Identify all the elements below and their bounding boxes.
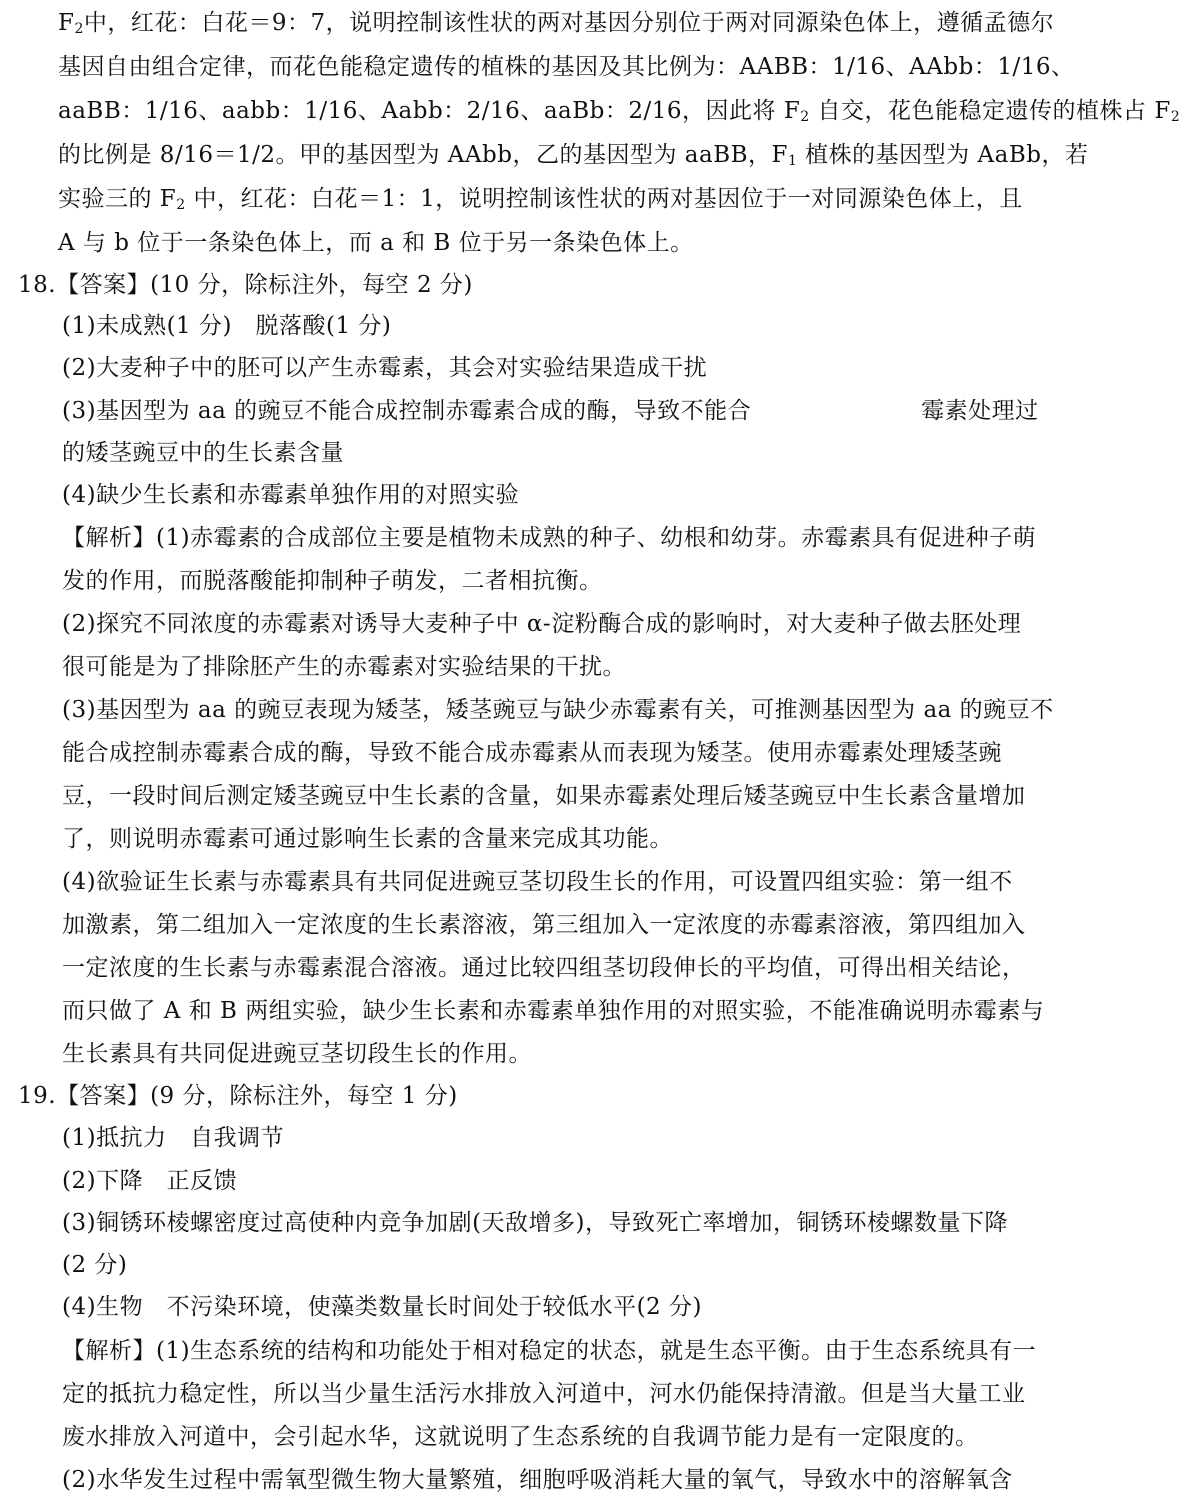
- text-line: [62, 646, 626, 688]
- text-run: 19.【答案】(9 分，除标注外，每空 1 分): [18, 1083, 458, 1109]
- text-run: (2)大麦种子中的胚可以产生赤霉素，其会对实验结果造成干扰: [62, 355, 708, 381]
- analysis-paragraph: [62, 689, 1054, 731]
- text-line: [62, 560, 603, 602]
- text-run: 豆，一段时间后测定矮茎豌豆中生长素的含量，如果赤霉素处理后矮茎豌豆中生长素含量增加: [62, 783, 1026, 809]
- text-line: [62, 1373, 1026, 1415]
- text-run: (2)水华发生过程中需氧型微生物大量繁殖，细胞呼吸消耗大量的氧气，导致水中的溶解氧含: [62, 1467, 1013, 1493]
- answer-item: [62, 1286, 702, 1328]
- text-run: (3)基因型为 aa 的豌豆不能合成控制赤霉素合成的酶，导致不能合: [62, 398, 752, 424]
- text-run: 中，红花：白花＝9：7，说明控制该性状的两对基因分别位于两对同源染色体上，遵循孟德尔: [83, 10, 1055, 36]
- text-run: 而只做了 A 和 B 两组实验，缺少生长素和赤霉素单独作用的对照实验，不能准确说明赤霉素与: [62, 998, 1045, 1024]
- text-line: [62, 775, 1026, 817]
- text-run: 基因自由组合定律，而花色能稳定遗传的植株的基因及其比例为：AABB：1/16、AAbb：1/16、: [58, 54, 1075, 80]
- text-run: 18.【答案】(10 分，除标注外，每空 2 分): [18, 272, 473, 298]
- text-line: [62, 818, 673, 860]
- text-run: 很可能是为了排除胚产生的赤霉素对实验结果的干扰。: [62, 654, 626, 680]
- answer-heading-19: [18, 1075, 458, 1117]
- subscript: 2: [800, 109, 810, 125]
- text-run: 【解析】(1)赤霉素的合成部位主要是植物未成熟的种子、幼根和幼芽。赤霉素具有促进种子萌: [62, 525, 1037, 551]
- text-line: [62, 432, 344, 474]
- text-run: 【解析】(1)生态系统的结构和功能处于相对稳定的状态，就是生态平衡。由于生态系统具有一: [62, 1338, 1037, 1364]
- text-line: [62, 947, 1026, 989]
- subscript: 2: [176, 197, 186, 213]
- text-run: (2 分): [62, 1252, 128, 1278]
- text-run: (3)基因型为 aa 的豌豆表现为矮茎，矮茎豌豆与缺少赤霉素有关，可推测基因型为 aa 的豌豆不: [62, 697, 1054, 723]
- text-line: [62, 732, 1002, 774]
- text-run: 定的抵抗力稳定性，所以当少量生活污水排放入河道中，河水仍能保持清澈。但是当大量工业: [62, 1381, 1026, 1407]
- text-run: 发的作用，而脱落酸能抑制种子萌发，二者相抗衡。: [62, 568, 603, 594]
- answer-item: [62, 390, 1039, 432]
- text-run: (4)生物 不污染环境，使藻类数量长时间处于较低水平(2 分): [62, 1294, 702, 1320]
- text-run: (4)欲验证生长素与赤霉素具有共同促进豌豆茎切段生长的作用，可设置四组实验：第一组不: [62, 869, 1013, 895]
- analysis-paragraph: [62, 1459, 1013, 1501]
- text-run: 废水排放入河道中，会引起水华，这就说明了生态系统的自我调节能力是有一定限度的。: [62, 1424, 979, 1450]
- answer-heading-18: [18, 264, 473, 306]
- text-run: 生长素具有共同促进豌豆茎切段生长的作用。: [62, 1041, 532, 1067]
- text-line: [62, 904, 1026, 946]
- text-line: [58, 2, 1054, 44]
- text-run: 一定浓度的生长素与赤霉素混合溶液。通过比较四组茎切段伸长的平均值，可得出相关结论，: [62, 955, 1026, 981]
- text-run: 加激素，第二组加入一定浓度的生长素溶液，第三组加入一定浓度的赤霉素溶液，第四组加入: [62, 912, 1026, 938]
- text-run: 能合成控制赤霉素合成的酶，导致不能合成赤霉素从而表现为矮茎。使用赤霉素处理矮茎豌: [62, 740, 1002, 766]
- text-line: [58, 90, 1180, 132]
- subscript: 2: [1170, 109, 1180, 125]
- text-run: aaBB：1/16、aabb：1/16、Aabb：2/16、aaBb：2/16，因此将 F: [58, 98, 801, 124]
- answer-item: [62, 1117, 284, 1159]
- text-line: [58, 178, 1023, 220]
- text-line: [62, 1033, 532, 1075]
- text-run: 的比例是 8/16＝1/2。甲的基因型为 AAbb，乙的基因型为 aaBB，F: [58, 142, 788, 168]
- text-run: (4)缺少生长素和赤霉素单独作用的对照实验: [62, 482, 520, 508]
- text-run: (1)未成熟(1 分) 脱落酸(1 分): [62, 313, 392, 339]
- text-run: 霉素处理过: [921, 398, 1039, 424]
- text-run: 植株的基因型为 AaBb，若: [797, 142, 1089, 168]
- text-line: [62, 1416, 979, 1458]
- text-run: A 与 b 位于一条染色体上，而 a 和 B 位于另一条染色体上。: [58, 230, 694, 256]
- text-run: 了，则说明赤霉素可通过影响生长素的含量来完成其功能。: [62, 826, 673, 852]
- text-line: [58, 46, 1075, 88]
- text-run: (1)抵抗力 自我调节: [62, 1125, 285, 1151]
- answer-item: [62, 347, 707, 389]
- analysis-paragraph: [62, 861, 1013, 903]
- text-run: (2)下降 正反馈: [62, 1168, 238, 1194]
- answer-item: [62, 305, 391, 347]
- text-run: 实验三的 F: [58, 186, 177, 212]
- answer-item: [62, 1160, 237, 1202]
- text-run: F: [58, 10, 75, 36]
- text-line: [62, 1244, 127, 1286]
- text-line: [58, 134, 1088, 176]
- analysis-paragraph: [62, 1330, 1036, 1372]
- subscript: 1: [787, 153, 798, 169]
- text-run: (3)铜锈环棱螺密度过高使种内竞争加剧(天敌增多)，导致死亡率增加，铜锈环棱螺数量下降: [62, 1210, 1009, 1236]
- text-run: 中，红花：白花＝1：1，说明控制该性状的两对基因位于一对同源染色体上，且: [185, 186, 1023, 212]
- answer-item: [62, 1202, 1008, 1244]
- text-line: [62, 990, 1044, 1032]
- text-run: (2)探究不同浓度的赤霉素对诱导大麦种子中 α-淀粉酶合成的影响时，对大麦种子做去胚处理: [62, 611, 1022, 637]
- text-run: 的矮茎豌豆中的生长素含量: [62, 440, 344, 466]
- text-line: [58, 222, 694, 264]
- subscript: 2: [74, 21, 84, 37]
- text-run: 自交，花色能稳定遗传的植株占 F: [809, 98, 1171, 124]
- answer-item: [62, 474, 519, 516]
- analysis-paragraph: [62, 603, 1021, 645]
- analysis-paragraph: [62, 517, 1036, 559]
